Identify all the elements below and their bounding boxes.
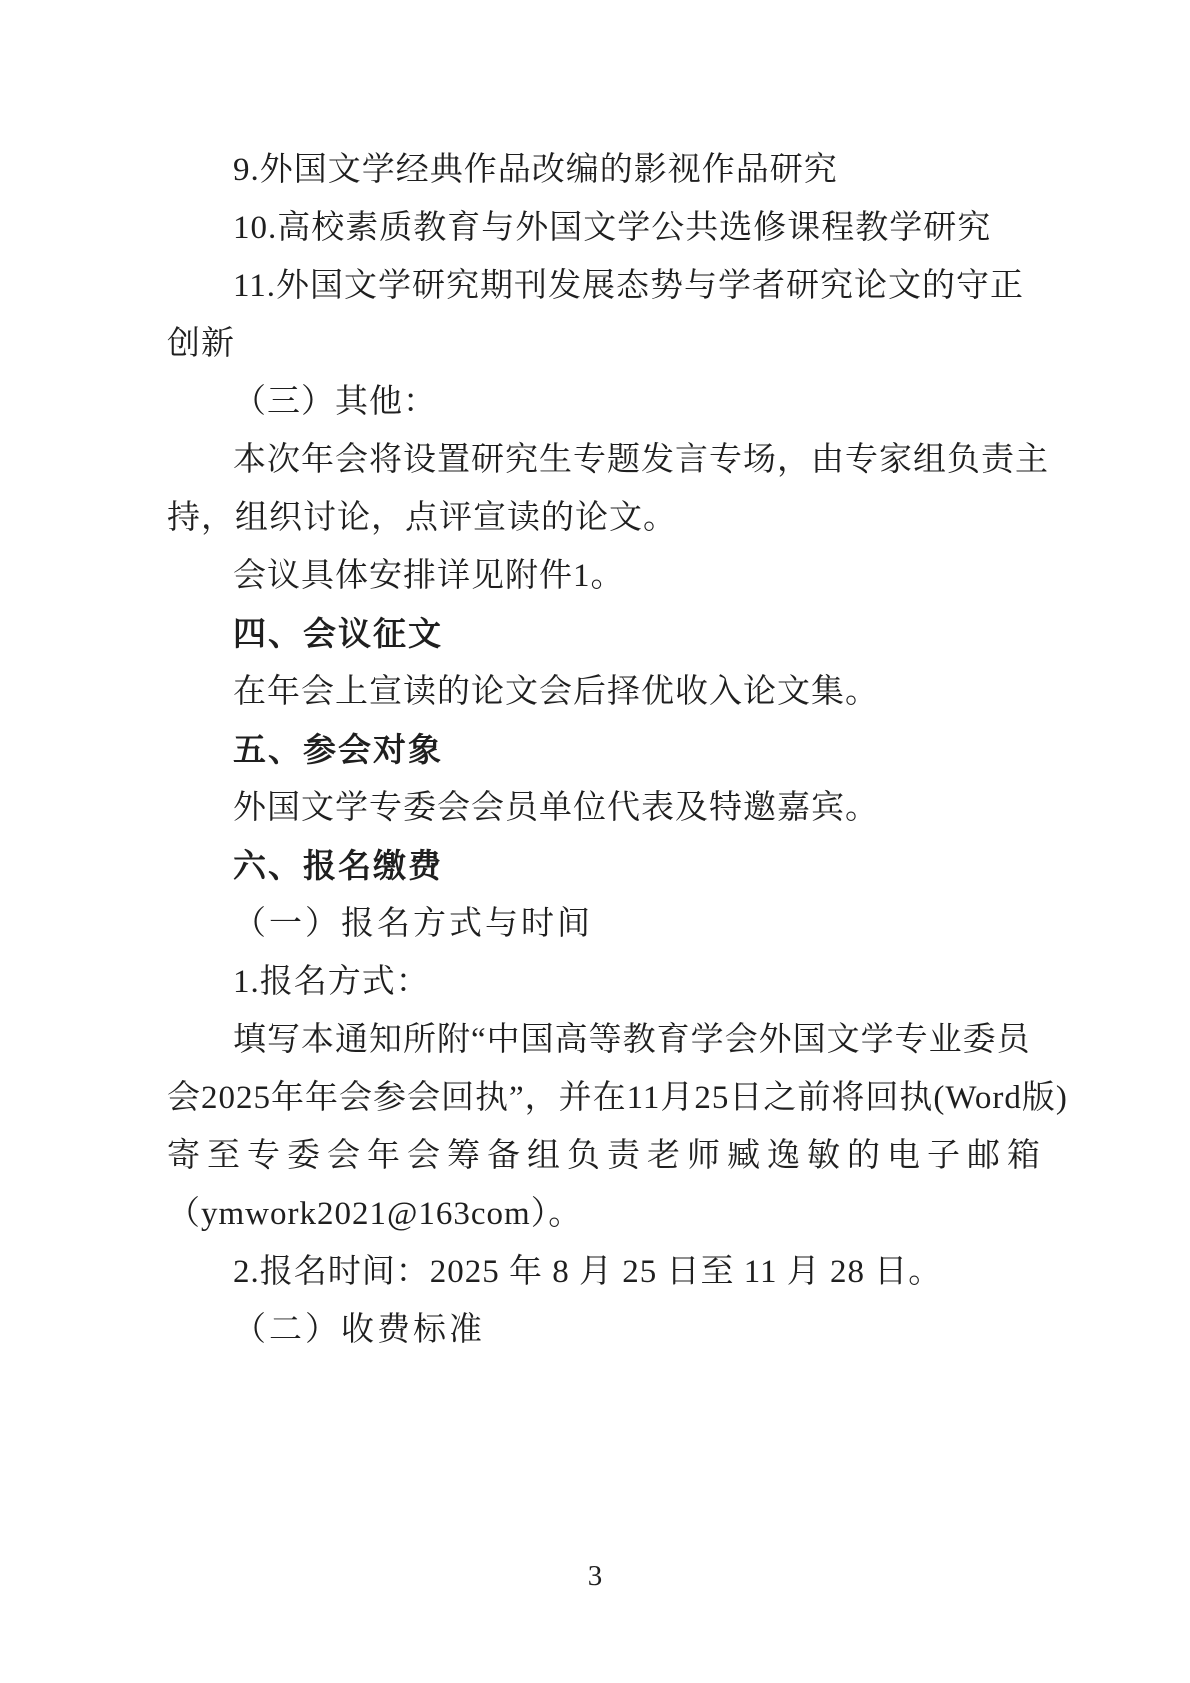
heading-section-6-registration-fee: 六、报名缴费	[233, 847, 443, 884]
paragraph-registration-line3: 寄至专委会年会筹备组负责老师臧逸敏的电子邮箱	[167, 1138, 1047, 1174]
paragraph-paper-selection: 在年会上宣读的论文会后择优收入论文集。	[233, 674, 879, 710]
paragraph-registration-line2: 会2025年年会参会回执”，并在11月25日之前将回执(Word版)	[167, 1080, 1068, 1116]
topic-item-9: 9.外国文学经典作品改编的影视作品研究	[233, 152, 838, 188]
paragraph-grad-session-line1: 本次年会将设置研究生专题发言专场，由专家组负责主	[233, 442, 1049, 478]
paragraph-registration-line1: 填写本通知所附“中国高等教育学会外国文学专业委员	[233, 1022, 1031, 1058]
paragraph-grad-session-line2: 持，组织讨论，点评宣读的论文。	[167, 500, 677, 536]
topic-item-11-line1: 11.外国文学研究期刊发展态势与学者研究论文的守正	[233, 268, 1025, 304]
heading-section-5-participants: 五、参会对象	[233, 731, 443, 768]
topic-item-11-line2: 创新	[167, 326, 235, 362]
heading-section-4-call-for-papers: 四、会议征文	[233, 615, 443, 652]
item-2-registration-time: 2.报名时间：2025 年 8 月 25 日至 11 月 28 日。	[233, 1254, 943, 1290]
subsection-3-other-heading: （三）其他：	[233, 384, 437, 420]
paragraph-schedule-note: 会议具体安排详见附件1。	[233, 558, 625, 594]
subsection-2-fee-standard: （二）收费标准	[233, 1312, 485, 1348]
page-number: 3	[587, 1560, 603, 1592]
subsection-1-registration-method-time: （一）报名方式与时间	[233, 906, 593, 942]
paragraph-participants: 外国文学专委会会员单位代表及特邀嘉宾。	[233, 790, 879, 826]
paragraph-registration-email: （ymwork2021@163com）。	[167, 1196, 583, 1232]
item-1-registration-method: 1.报名方式：	[233, 964, 430, 1000]
topic-item-10: 10.高校素质教育与外国文学公共选修课程教学研究	[233, 210, 992, 246]
